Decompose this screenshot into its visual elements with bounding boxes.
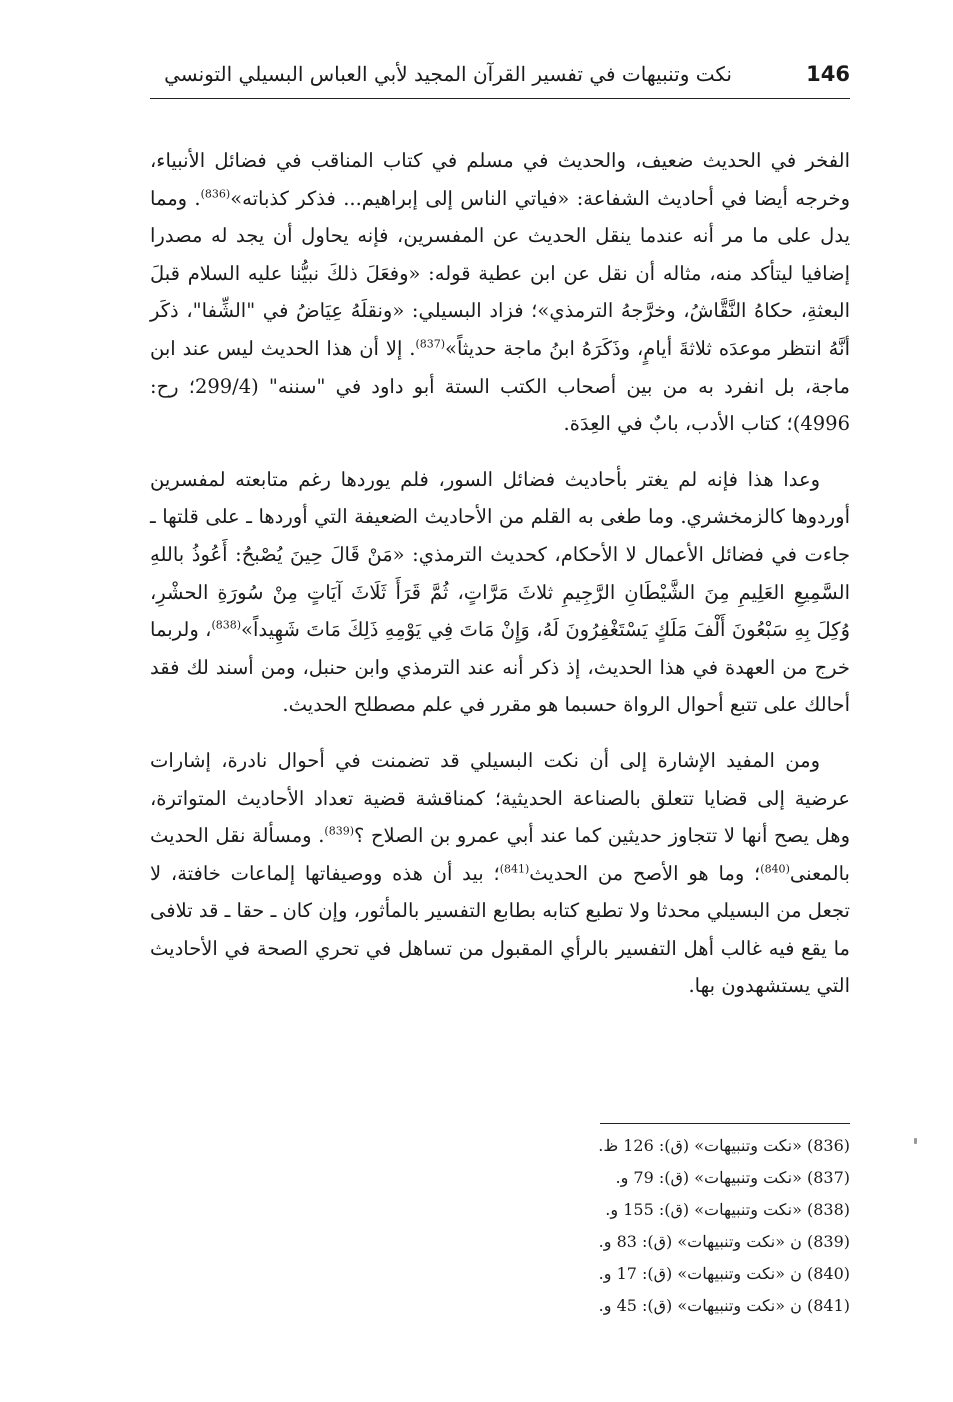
footnote-ref-836[interactable]: (836) <box>200 187 231 201</box>
paragraph-text: وعدا هذا فإنه لم يغتر بأحاديث فضائل السور، فلم يوردها رغم متابعته لمفسرين أوردوها كالزمخشري. وما طغى به القلم من الأحاديث الضعيفة التي أوردها ـ على قلتها ـ جاءت في فضائل الأعمال لا الأحكام، كحديث الترمذي: «مَنْ قَالَ حِينَ يُصْبحُ: أَعُوذُ باللهِ السَّمِيعِ العَلِيمِ مِنَ الشَّيْطَانِ الرَّجِيمِ ثلاثَ مَرَّاتٍ، ثُمَّ قَرَأَ ثَلَاثَ آيَاتٍ مِنْ سُورَةِ الحشْرِ، وُكِلَ بِهِ سَبْعُونَ أَلْفَ مَلَكٍ يَسْتَغْفِرُونَ لَهُ، وَإِنْ مَاتَ فِي يَوْمِهِ ذَلِكَ مَاتَ شَهِيداً» <box>150 467 850 642</box>
footnote-item <box>430 1194 850 1226</box>
footnote-text: «نكت وتنبيهات» (ق): 155 و. <box>605 1200 802 1219</box>
footnote-text: «نكت وتنبيهات» (ق): 126 ظ. <box>598 1136 802 1155</box>
footnote-ref-837[interactable]: (837) <box>415 337 446 351</box>
paragraph-3 <box>150 742 850 1005</box>
footnote-rule <box>600 1123 850 1124</box>
paragraph-1 <box>150 142 850 443</box>
footnote-number: (840) <box>806 1264 850 1283</box>
paragraph-text: الفخر في الحديث ضعيف، والحديث في مسلم في كتاب المناقب في فضائل الأنبياء، وخرجه أيضا في أحاديث الشفاعة: «فياتي الناس إلى إبراهيم... فذكر كذباته» <box>150 149 850 210</box>
paragraph-2 <box>150 461 850 724</box>
footnote-item <box>430 1290 850 1322</box>
footnote-ref-838[interactable]: (838) <box>211 618 242 632</box>
footnote-number: (838) <box>806 1200 850 1219</box>
footnote-text: ن «نكت وتنبيهات» (ق): 83 و. <box>598 1232 802 1251</box>
footnote-item <box>430 1258 850 1290</box>
paragraph-text: ومن المفيد الإشارة إلى أن نكت البسيلي قد تضمنت في أحوال نادرة، إشارات عرضية إلى قضايا تتعلق بالصناعة الحديثية؛ كمناقشة قضية تعداد الأحاديث المتواترة، وهل يصح أنها لا تتجاوز حديثين كما عند أبي عمرو بن الصلاح ؟ <box>150 748 850 848</box>
footnote-ref-839[interactable]: (839) <box>324 824 354 838</box>
footnote-item <box>430 1226 850 1258</box>
running-title: نكت وتنبيهات في تفسير القرآن المجيد لأبي العباس البسيلي التونسي <box>164 62 732 86</box>
paragraph-text: . ومسألة نقل الحديث بالمعنى <box>150 824 850 885</box>
footnote-text: ن «نكت وتنبيهات» (ق): 45 و. <box>598 1296 802 1315</box>
footnote-ref-841[interactable]: (841) <box>499 862 530 876</box>
footnote-number: (841) <box>806 1296 850 1315</box>
paragraph-text: ؛ بيد أن هذه ووصيفاتها إلماعات خافتة، لا تجعل من البسيلي محدثا ولا تطبع كتابه بطابع التفسير بالمأثور، وإن كان ـ حقا ـ قد تلافى ما يقع فيه غالب أهل التفسير بالرأي المقبول من تساهل في تحري الصحة في الأحاديث التي يستشهدون بها. <box>150 861 850 998</box>
body-text <box>150 142 850 1005</box>
footnotes-list <box>430 1130 850 1322</box>
footnote-item <box>430 1162 850 1194</box>
paragraph-text: . إلا أن هذا الحديث ليس عند ابن ماجة، بل انفرد به من بين أصحاب الكتب الستة أبو داود في "سننه" (299/4؛ رح: 4996)؛ كتاب الأدب، بابٌ في العِدَة. <box>150 336 850 436</box>
footnote-text: ن «نكت وتنبيهات» (ق): 17 و. <box>598 1264 802 1283</box>
page-number: 146 <box>806 62 850 86</box>
scan-mark <box>914 1138 917 1144</box>
paragraph-text: ؛ وما هو الأصح من الحديث <box>529 861 761 885</box>
header-rule <box>150 98 850 99</box>
footnote-text: «نكت وتنبيهات» (ق): 79 و. <box>615 1168 802 1187</box>
footnote-ref-840[interactable]: (840) <box>760 862 790 876</box>
footnote-item <box>430 1130 850 1162</box>
footnote-number: (839) <box>806 1232 850 1251</box>
paragraph-text: . ومما يدل على ما مر أنه عندما ينقل الحديث عن المفسرين، فإنه يحاول أن يجد له مصدرا إضافيا ليتأكد منه، مثاله أن نقل عن ابن عطية قوله: «وفعَلَ ذلكَ نبيُّنا عليه السلام قبلَ البعثةِ، حكاهُ النَّقَّاشُ، وخرَّجهُ الترمذي»؛ فزاد البسيلي: «ونقلَهُ عِيَاضُ في "الشِّفا"، ذكَر أنَّهُ انتظر موعدَه ثلاثةَ أيامٍ، وذَكَرَهُ ابنُ ماجة حديثاً» <box>150 186 850 360</box>
page-header <box>150 48 850 102</box>
footnote-number: (836) <box>806 1136 850 1155</box>
paragraph-text: ، ولربما خرج من العهدة في هذا الحديث، إذ ذكر أنه عند الترمذي وابن حنبل، ومن أسند لك فقد أحالك على تتبع أحوال الرواة حسبما هو مقرر في علم مصطلح الحديث. <box>150 618 850 717</box>
footnote-number: (837) <box>806 1168 850 1187</box>
